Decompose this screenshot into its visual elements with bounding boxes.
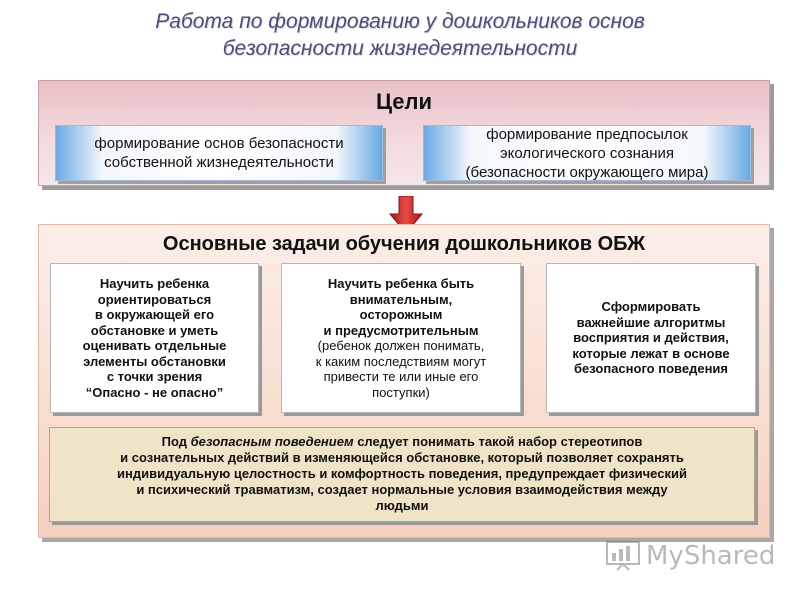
page-title-line-2: безопасности жизнедеятельности [222,37,578,60]
chart-icon [606,541,640,571]
task-line: в окружающей его [94,307,215,322]
task-line: и предусмотрительным [323,322,479,338]
definition-box [49,427,755,522]
task-line: восприятия и действия, [573,330,729,346]
task-line: которые лежат в основе [572,345,730,361]
goals-heading: Цели [375,89,433,114]
task-box-attentive [281,263,521,413]
definition-prefix: Под [161,434,191,449]
definition-line-1-rest: следует понимать такой набор стереотипов [353,434,643,449]
task-box-algorithms [546,263,756,413]
page-title [0,8,800,62]
task-line: Научить ребенка [99,276,210,291]
goals-panel [38,80,770,186]
task-line: с точки зрения [106,369,203,384]
task-line: “Опасно - не опасно” [85,384,224,400]
goal-line: (безопасности окружающего мира) [465,163,709,181]
definition-line-2: и сознательных действий в изменяющейся обстановке, который позволяет сохранять [120,450,684,465]
task-line: элементы обстановки [83,353,226,369]
tasks-heading: Основные задачи обучения дошкольников ОБЖ [162,233,646,255]
definition-line-1 [64,434,740,450]
goal-line: формирование предпосылок [486,125,688,143]
task-note-line: поступки) [372,384,430,400]
tasks-panel [38,224,770,538]
task-line: оценивать отдельные [82,338,227,353]
goal-box-safety [55,125,383,181]
task-line: ориентироваться [97,291,212,307]
definition-line-3: индивидуальную целостность и комфортность поведения, предупреждает физический [117,466,687,481]
task-line: Сформировать [601,299,701,315]
task-note-line: к каким последствиям могут [315,353,487,369]
task-line: внимательным, [349,291,453,307]
goal-line: собственной жизнедеятельности [104,154,334,171]
definition-line-5: людьми [375,498,429,513]
task-box-orientation [50,263,259,413]
task-line: Научить ребенка быть [327,276,475,291]
watermark-text: MyShared [646,541,776,571]
task-note-line: (ребенок должен понимать, [317,338,485,353]
task-note-line: привести те или иные его [323,369,479,384]
goal-box-ecology [423,125,751,181]
definition-term: безопасным поведением [190,434,354,449]
task-line: важнейшие алгоритмы [576,314,726,330]
watermark [606,538,775,574]
definition-line-4: и психический травматизм, создает нормальные условия взаимодействия между [136,482,668,497]
goal-line: формирование основ безопасности [94,135,344,152]
goal-line: экологического сознания [499,144,675,162]
task-line: обстановке и уметь [90,322,219,338]
page-title-line-1: Работа по формированию у дошкольников основ [155,10,645,33]
task-line: безопасного поведения [574,361,728,377]
task-line: осторожным [359,307,443,322]
